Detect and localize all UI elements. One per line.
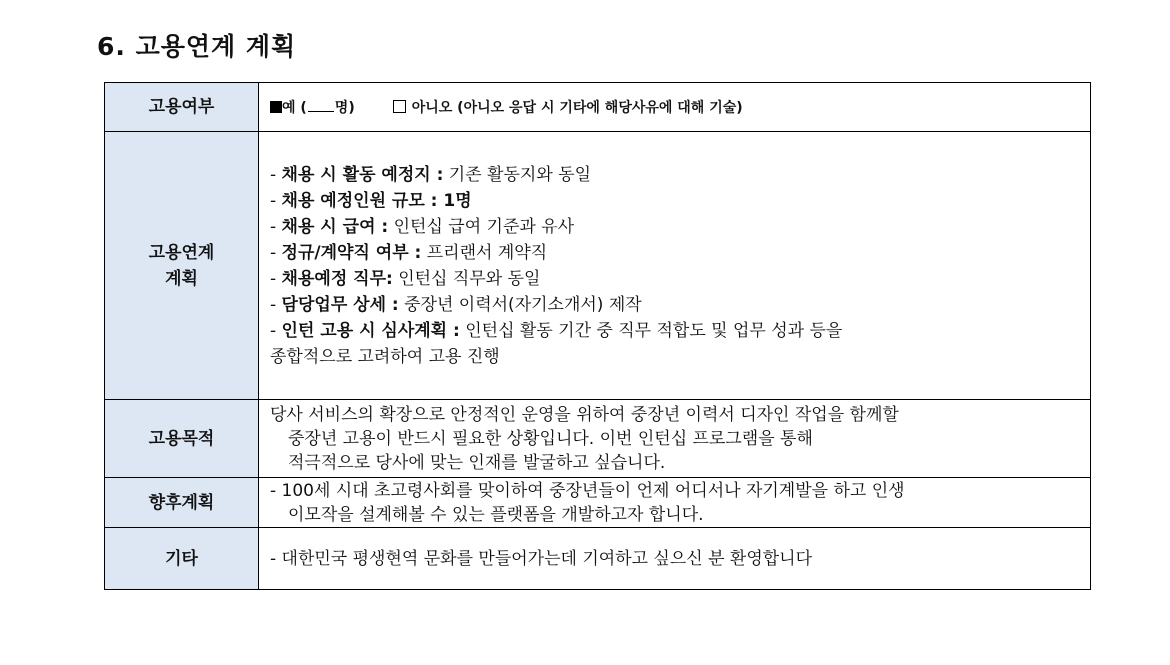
row-etc xyxy=(105,528,1091,590)
hiring-option-line xyxy=(270,100,743,116)
headcount-blank[interactable] xyxy=(308,111,334,112)
plan-list xyxy=(270,140,1090,392)
plan-item-key: 채용 시 활동 예정지 : xyxy=(281,164,444,185)
plan-continuation: 종합적으로 고려하여 고용 진행 xyxy=(270,346,500,367)
label-etc: 기타 xyxy=(105,528,259,590)
no-label: 아니오 (아니오 응답 시 기타에 해당사유에 대해 기술) xyxy=(411,99,743,116)
plan-content xyxy=(259,132,1091,400)
purpose-content xyxy=(259,400,1091,478)
plan-item-value: 인턴십 활동 기간 중 직무 적합도 및 업무 성과 등을 xyxy=(459,320,843,341)
label-hiring: 고용여부 xyxy=(105,83,259,132)
label-plan xyxy=(105,132,259,400)
plan-item-key: 담당업무 상세 : xyxy=(281,294,399,315)
plan-item-value: 중장년 이력서(자기소개서) 제작 xyxy=(398,294,642,315)
row-purpose xyxy=(105,400,1091,478)
section-title: 6. 고용연계 계획 xyxy=(97,32,297,61)
row-hiring xyxy=(105,83,1091,132)
employment-plan-table xyxy=(104,82,1091,590)
plan-item-value: 인턴십 직무와 동일 xyxy=(392,268,541,289)
plan-item: - 채용예정 직무: 인턴십 직무와 동일 xyxy=(270,268,541,289)
plan-item-value: 1명 xyxy=(437,190,472,211)
row-plan xyxy=(105,132,1091,400)
label-plan-line1: 고용연계 xyxy=(148,242,215,263)
etc-line: - 대한민국 평생현역 문화를 만들어가는데 기여하고 싶으신 분 환영합니다 xyxy=(270,548,813,569)
future-line: 이모작을 설계해볼 수 있는 플랫폼을 개발하고자 합니다. xyxy=(288,504,704,525)
plan-item: - 채용 시 활동 예정지 : 기존 활동지와 동일 xyxy=(270,164,591,185)
plan-item-value: 프리랜서 계약직 xyxy=(421,242,548,263)
future-content xyxy=(259,478,1091,528)
yes-label: 예 ( xyxy=(282,99,307,116)
label-purpose: 고용목적 xyxy=(105,400,259,478)
plan-item: - 채용 시 급여 : 인턴십 급여 기준과 유사 xyxy=(270,216,575,237)
plan-item-key: 인턴 고용 시 심사계획 : xyxy=(281,320,460,341)
plan-item: - 채용 예정인원 규모 : 1명 xyxy=(270,190,472,211)
hiring-options xyxy=(259,83,1091,132)
plan-item-value: 기존 활동지와 동일 xyxy=(443,164,591,185)
etc-content xyxy=(259,528,1091,590)
label-future: 향후계획 xyxy=(105,478,259,528)
label-plan-line2: 계획 xyxy=(165,268,198,289)
row-future xyxy=(105,478,1091,528)
plan-item: - 인턴 고용 시 심사계획 : 인턴십 활동 기간 중 직무 적합도 및 업무 성과 등을 xyxy=(270,320,843,341)
unchecked-checkbox-icon[interactable] xyxy=(393,100,406,113)
purpose-line: 적극적으로 당사에 맞는 인재를 발굴하고 싶습니다. xyxy=(288,452,666,473)
purpose-line: 당사 서비스의 확장으로 안정적인 운영을 위하여 중장년 이력서 디자인 작업을 함께할 xyxy=(270,404,899,425)
plan-item: - 정규/계약직 여부 : 프리랜서 계약직 xyxy=(270,242,548,263)
plan-item-key: 채용예정 직무: xyxy=(281,268,393,289)
purpose-line: 중장년 고용이 반드시 필요한 상황입니다. 이번 인턴십 프로그램을 통해 xyxy=(288,428,813,449)
yes-unit: 명) xyxy=(334,99,355,116)
future-line: - 100세 시대 초고령사회를 맞이하여 중장년들이 언제 어디서나 자기계발을 하고 인생 xyxy=(270,480,905,501)
plan-item: - 담당업무 상세 : 중장년 이력서(자기소개서) 제작 xyxy=(270,294,642,315)
plan-item-key: 정규/계약직 여부 : xyxy=(281,242,422,263)
checked-checkbox-icon[interactable] xyxy=(270,101,282,113)
plan-item-key: 채용 시 급여 : xyxy=(281,216,389,237)
plan-item-key: 채용 예정인원 규모 : xyxy=(281,190,438,211)
plan-item-value: 인턴십 급여 기준과 유사 xyxy=(388,216,575,237)
